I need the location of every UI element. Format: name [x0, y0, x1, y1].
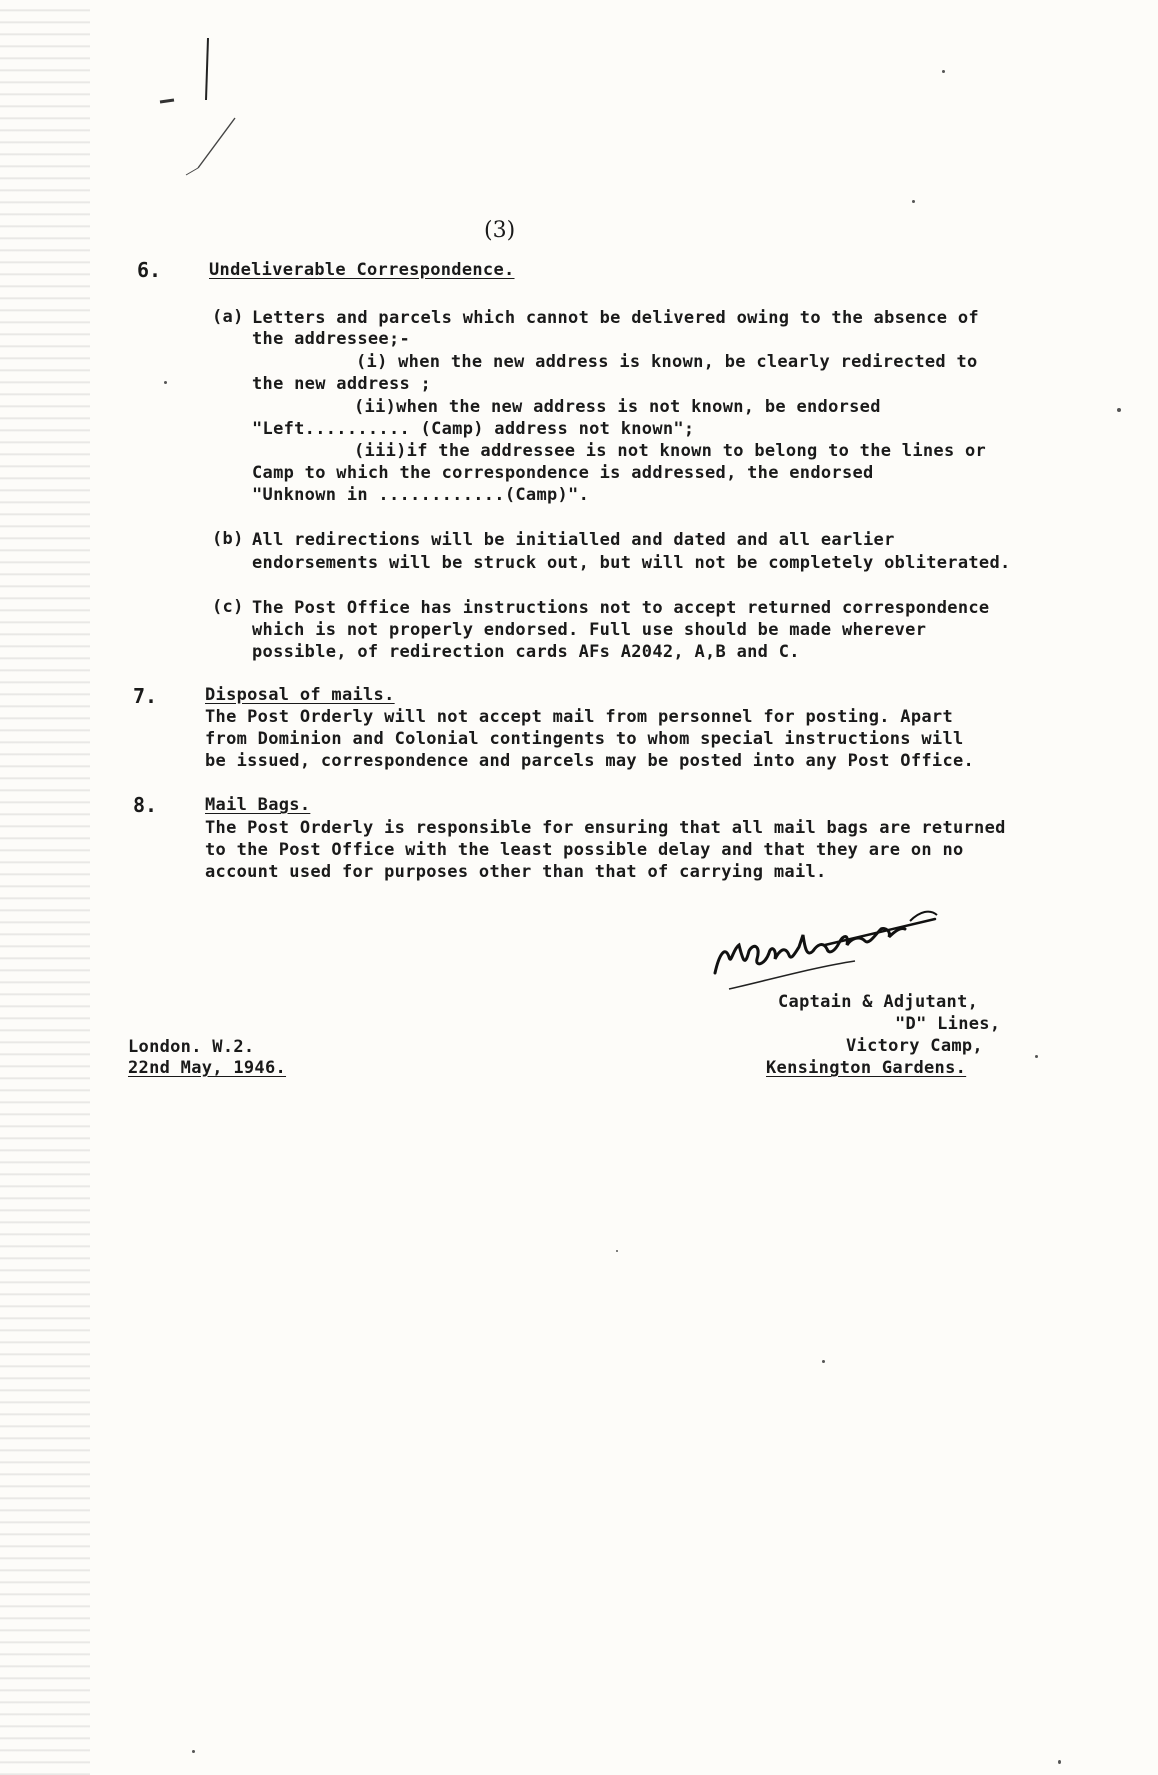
footer-date: 22nd May, 1946.: [128, 1058, 287, 1078]
section-6a-line: Camp to which the correspondence is addressed, the endorsed: [252, 463, 874, 483]
section-8-number: 8.: [133, 793, 158, 817]
section-6b-line: endorsements will be struck out, but will not be completely obliterated.: [252, 553, 1011, 573]
section-6c-line: which is not properly endorsed. Full use should be made wherever: [252, 620, 927, 640]
section-8-line: to the Post Office with the least possible delay and that they are on no: [205, 840, 964, 860]
section-6a-line: "Left.......... (Camp) address not known";: [252, 419, 695, 439]
scan-edge-noise: [0, 0, 90, 1775]
scan-speck: [822, 1360, 825, 1363]
scan-speck: [942, 70, 945, 73]
section-7-line: The Post Orderly will not accept mail from personnel for posting. Apart: [205, 707, 953, 727]
section-6a-line: the new address ;: [252, 374, 432, 394]
pen-marks: [150, 30, 250, 180]
signatory-title: Captain & Adjutant,: [778, 992, 979, 1012]
scan-speck: [164, 381, 167, 384]
scan-speck: [1117, 408, 1121, 412]
signatory-place: Kensington Gardens.: [766, 1058, 967, 1078]
scan-speck: [616, 1250, 618, 1252]
section-6a-label: (a): [212, 307, 244, 327]
section-6a-line: the addressee;-: [252, 329, 411, 349]
section-8-line: account used for purposes other than that of carrying mail.: [205, 862, 827, 882]
signatory-unit: "D" Lines,: [895, 1014, 1001, 1034]
page-number: (3): [484, 218, 516, 243]
section-6a-line: (iii)if the addressee is not known to belong to the lines or: [354, 441, 987, 461]
scan-speck: [192, 1750, 195, 1753]
footer-location: London. W.2.: [128, 1037, 255, 1057]
section-6a-line: "Unknown in ............(Camp)".: [252, 485, 590, 505]
section-6a-line: (i) when the new address is known, be clearly redirected to: [356, 352, 978, 372]
section-6-number: 6.: [137, 258, 162, 282]
section-6-heading: Undeliverable Correspondence.: [209, 260, 515, 280]
section-6a-line: (ii)when the new address is not known, be endorsed: [354, 397, 881, 417]
section-7-line: be issued, correspondence and parcels may be posted into any Post Office.: [205, 751, 975, 771]
scan-speck: [1058, 1760, 1061, 1764]
section-7-number: 7.: [133, 684, 158, 708]
section-8-line: The Post Orderly is responsible for ensuring that all mail bags are returned: [205, 818, 1006, 838]
section-7-heading: Disposal of mails.: [205, 685, 395, 705]
section-6b-line: All redirections will be initialled and dated and all earlier: [252, 530, 895, 550]
section-6c-label: (c): [212, 597, 244, 617]
handwritten-signature: [705, 905, 975, 995]
section-6c-line: The Post Office has instructions not to accept returned correspondence: [252, 598, 990, 618]
section-7-line: from Dominion and Colonial contingents to whom special instructions will: [205, 729, 964, 749]
signatory-camp: Victory Camp,: [846, 1036, 983, 1056]
scan-speck: [1035, 1055, 1038, 1058]
scan-speck: [912, 200, 915, 203]
section-8-heading: Mail Bags.: [205, 795, 311, 815]
section-6c-line: possible, of redirection cards AFs A2042, A,B and C.: [252, 642, 800, 662]
section-6a-line: Letters and parcels which cannot be delivered owing to the absence of: [252, 308, 979, 328]
section-6b-label: (b): [212, 529, 244, 549]
